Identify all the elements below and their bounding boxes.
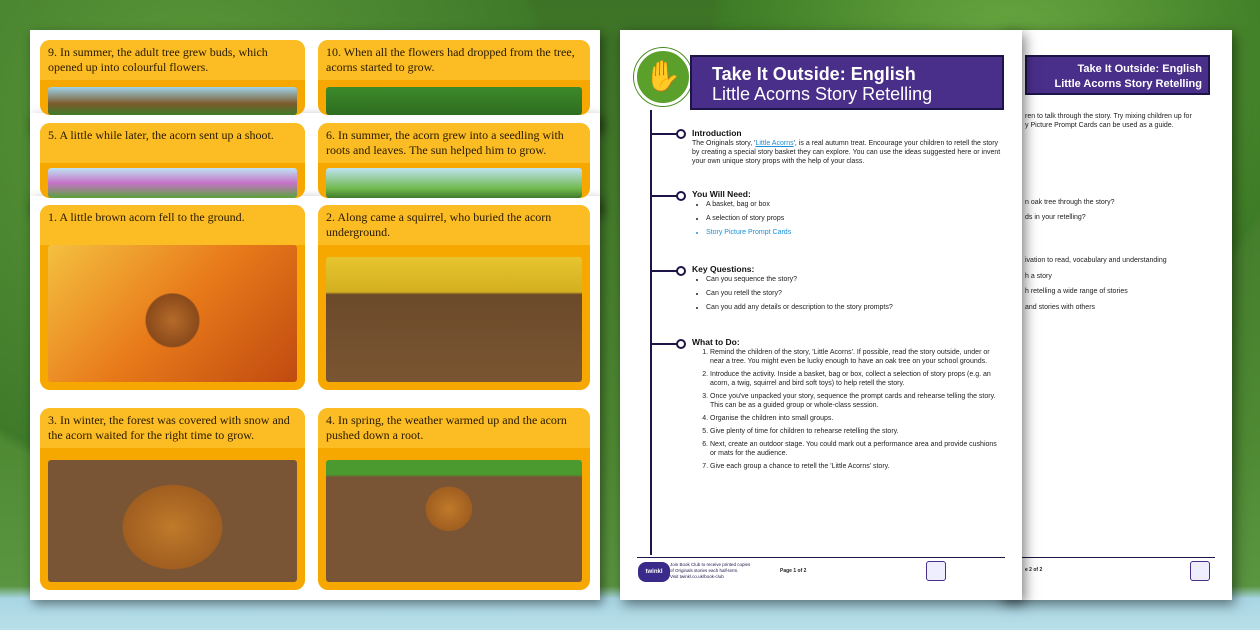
story-card-6: 6. In summer, the acorn grew into a seedling with roots and leaves. The sun helped him to grow. [318,123,590,198]
page-2-questions: n oak tree through the story? ds in your retelling? [1025,199,1115,221]
page-2-number: e 2 of 2 [1025,567,1043,573]
story-card-9: 9. In summer, the adult tree grew buds, which opened up into colourful flowers. [40,40,305,115]
section-introduction: Introduction The Originals story, 'Little Acorns', is a real autumn treat. Encourage your children to retell the story by creating a special story basket they can explore. You can use the ideas suggested here or invent your own unique story props with the help of your class. [692,128,1001,165]
page-1-number: Page 1 of 2 [780,568,807,574]
section-key-questions: Key Questions: • Can you sequence the story? • Can you retell the story? • Can you add any details or description to the story prompts? [692,265,1002,317]
page-1-footer-rule [637,557,1005,558]
little-acorns-link[interactable]: Little Acorns [755,140,794,147]
page-2-intro-text: ren to talk through the story. Try mixing children up for y Picture Prompt Cards can be used as a guide. [1025,113,1192,129]
story-card-10: 10. When all the flowers had dropped from the tree, acorns started to grow. [318,40,590,115]
page-2-objectives: ivation to read, vocabulary and understanding h a story h retelling a wide range of stories and stories with others [1025,257,1167,311]
leaf-hand-logo-icon: ✋ [634,48,692,106]
page-2-footer-rule [1020,557,1215,558]
story-card-4: 4. In spring, the weather warmed up and the acorn pushed down a root. [318,408,590,590]
timeline-node [650,270,680,272]
story-card-3: 3. In winter, the forest was covered with snow and the acorn waited for the right time to grow. [40,408,305,590]
story-card-5: 5. A little while later, the acorn sent up a shoot. [40,123,305,198]
section-what-to-do: What to Do: 1. Remind the children of the story, 'Little Acorns'. If possible, read the story outside, under or near a tree. You might even be lucky enough to have an oak tree on your school grounds. 2. Introduce the activity. Inside a basket, bag or box, collect a selection of story props (e.g. an acorn, a twig, squirrel and bird soft toys) to help retell the story. 3. Once you've unpacked your story, sequence the prompt cards and rehearse telling the story. This can be as a guided group or whole-class session. 4. Organise the children into small groups. 5. Give plenty of time for children to rehearse retelling the story. 6. Next, create an outdoor stage. You could mark out a performance area and provide cushions or mats for the audience. 7. Give each group a chance to retell the 'Little Acorns' story. [692,338,1002,475]
section-you-will-need: You Will Need: • A basket, bag or box • A selection of story props • Story Picture Prompt Cards [692,190,1002,242]
story-card-2: 2. Along came a squirrel, who buried the acorn underground. [318,205,590,390]
prompt-cards-link[interactable]: • Story Picture Prompt Cards [706,228,1002,237]
doc-title: Take It Outside: English [712,64,916,84]
timeline-node [650,343,680,345]
twinkl-quality-badge-icon [1190,561,1210,581]
page-2-header-banner: Take It Outside: English Little Acorns Story Retelling [1025,55,1210,95]
twinkl-originals-logo: twinkl [638,562,670,582]
timeline-line [650,110,652,555]
page-1-header-banner [690,55,1004,110]
doc-subtitle: Little Acorns Story Retelling [712,84,933,104]
twinkl-quality-badge-icon [926,561,946,581]
story-card-1: 1. A little brown acorn fell to the ground. [40,205,305,390]
book-club-text: Join Book Club to receive printed copies of Originals stories each half-term. Visit twinkl.co.uk/book-club [670,562,751,579]
timeline-node [650,133,680,135]
timeline-node [650,195,680,197]
